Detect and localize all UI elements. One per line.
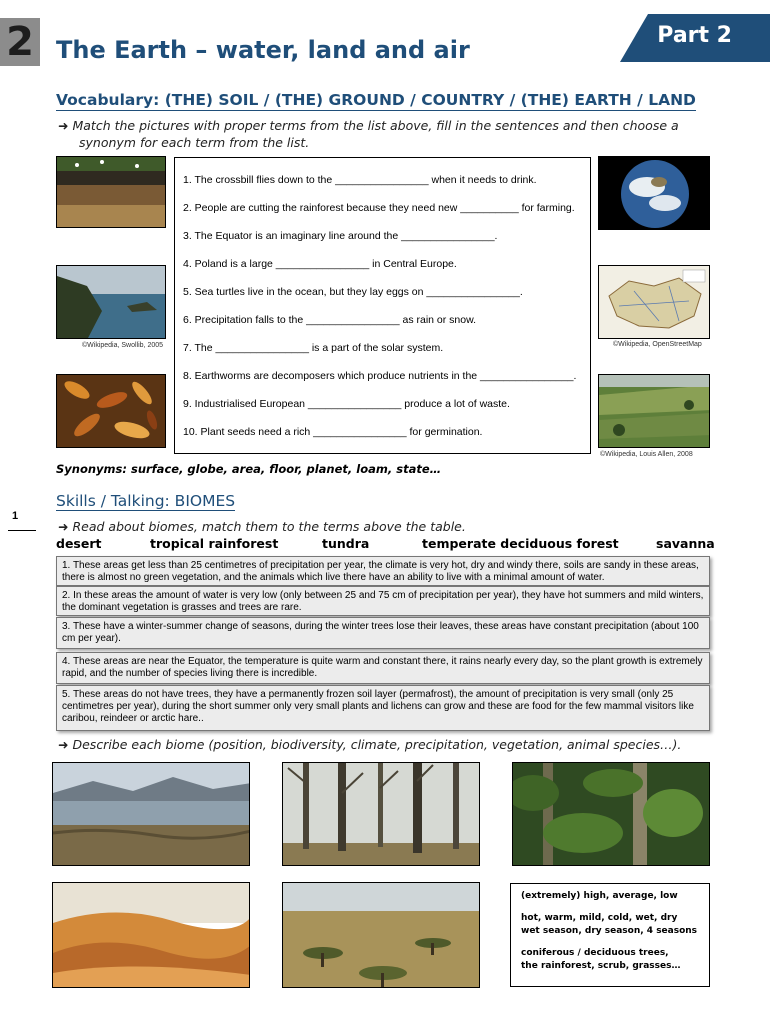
chapter-number-badge: 2 — [0, 18, 40, 66]
sentence-3: 3. The Equator is an imaginary line around the ________________. — [183, 230, 498, 242]
arrow-right-icon: ➜ — [58, 519, 69, 534]
sentence-2: 2. People are cutting the rainforest because they need new __________ for farming. — [183, 202, 575, 214]
photo-country-map — [598, 265, 710, 339]
vocabulary-hints-box — [510, 883, 710, 987]
sentence-6: 6. Precipitation falls to the ________________ as rain or snow. — [183, 314, 477, 326]
describe-instruction — [58, 736, 681, 753]
photo-coast — [56, 265, 166, 339]
part-tab — [620, 14, 770, 62]
sentence-10: 10. Plant seeds need a rich ________________ for germination. — [183, 426, 483, 438]
photo-earth-globe — [598, 156, 710, 230]
page-title: The Earth – water, land and air — [56, 36, 470, 64]
hint-line-2: hot, warm, mild, cold, wet, dry — [521, 913, 678, 923]
skills-instruction-text: Read about biomes, match them to the terms above the table. — [72, 519, 466, 534]
biome-description-5: 5. These areas do not have trees, they have a permanently frozen soil layer (permafrost), the amount of precipitation is very small (only 25 centimetres per year), during the short summer only very small plants and lichens can grow and these are food for the few mammal visitors like caribou, reindeer or arctic hare.. — [56, 685, 710, 731]
photo-farmland — [598, 374, 710, 448]
arrow-right-icon: ➜ — [58, 118, 69, 133]
sentence-5: 5. Sea turtles live in the ocean, but they lay eggs on ________________. — [183, 286, 523, 298]
hint-line-3: wet season, dry season, 4 seasons — [521, 926, 698, 936]
sentence-7: 7. The ________________ is a part of the solar system. — [183, 342, 444, 354]
photo-credit-right-top: ©Wikipedia, OpenStreetMap — [613, 341, 702, 348]
photo-deciduous-forest — [282, 762, 480, 866]
photo-leaf-litter — [56, 374, 166, 448]
biome-description-1: 1. These areas get less than 25 centimetres of precipitation per year, the climate is very hot, dry and windy there, soils are sandy in these areas, there is almost no green vegetation, and the animals which live there have an ability to live with a minimal amount of water. — [56, 556, 710, 586]
skills-instruction — [58, 518, 466, 535]
biome-description-4: 4. These areas are near the Equator, the temperature is quite warm and constant there, it rains nearly every day, so the plant growth is extremely rapid, and the number of species living there is incredible. — [56, 652, 710, 684]
instruction-line-1: Match the pictures with proper terms from the list above, fill in the sentences and then choose a — [72, 118, 679, 133]
page-number: 1 — [12, 510, 19, 522]
instruction-line-2: synonym for each term from the list. — [79, 135, 310, 150]
hint-line-5: the rainforest, scrub, grasses… — [521, 961, 681, 971]
sentence-1: 1. The crossbill flies down to the ________________ when it needs to drink. — [183, 174, 537, 186]
photo-soil-layers — [56, 156, 166, 228]
vocabulary-instruction — [58, 117, 708, 151]
page-number-divider — [8, 530, 36, 531]
describe-instruction-text: Describe each biome (position, biodiversity, climate, precipitation, vegetation, animal species…). — [72, 737, 682, 752]
biome-term-tundra: tundra — [322, 536, 370, 551]
biome-term-tropical-rainforest: tropical rainforest — [150, 536, 279, 551]
biome-term-temperate-deciduous-forest: temperate deciduous forest — [422, 536, 619, 551]
vocabulary-heading: Vocabulary: (THE) SOIL / (THE) GROUND / COUNTRY / (THE) EARTH / LAND — [56, 91, 696, 109]
synonyms-list: Synonyms: surface, globe, area, floor, planet, loam, state… — [56, 462, 442, 476]
arrow-right-icon: ➜ — [58, 737, 69, 752]
hint-line-4: coniferous / deciduous trees, — [521, 948, 669, 958]
photo-desert — [52, 882, 250, 988]
sentence-4: 4. Poland is a large ________________ in Central Europe. — [183, 258, 457, 270]
biome-description-3: 3. These have a winter-summer change of seasons, during the winter trees lose their leaves, these areas have constant precipitation (about 100 cm per year). — [56, 617, 710, 649]
photo-credit-left: ©Wikipedia, Swollib, 2005 — [82, 342, 164, 349]
biome-description-2: 2. In these areas the amount of water is very low (only between 25 and 75 cm of precipitation per year), they have hot summers and mild winters, the dominant vegetation is grasses and trees are rare. — [56, 586, 710, 616]
sentence-8: 8. Earthworms are decomposers which produce nutrients in the ________________. — [183, 370, 577, 382]
biome-term-savanna: savanna — [656, 536, 715, 551]
sentence-9: 9. Industrialised European ________________ produce a lot of waste. — [183, 398, 510, 410]
hint-line-1: (extremely) high, average, low — [521, 891, 678, 901]
biome-term-desert: desert — [56, 536, 102, 551]
photo-tropical-rainforest — [512, 762, 710, 866]
photo-credit-right-bottom: ©Wikipedia, Louis Allen, 2008 — [600, 451, 693, 458]
photo-savanna — [282, 882, 480, 988]
skills-heading: Skills / Talking: BIOMES — [56, 492, 236, 510]
photo-tundra — [52, 762, 250, 866]
part-label: Part 2 — [657, 23, 732, 48]
sentences-box — [174, 157, 591, 454]
